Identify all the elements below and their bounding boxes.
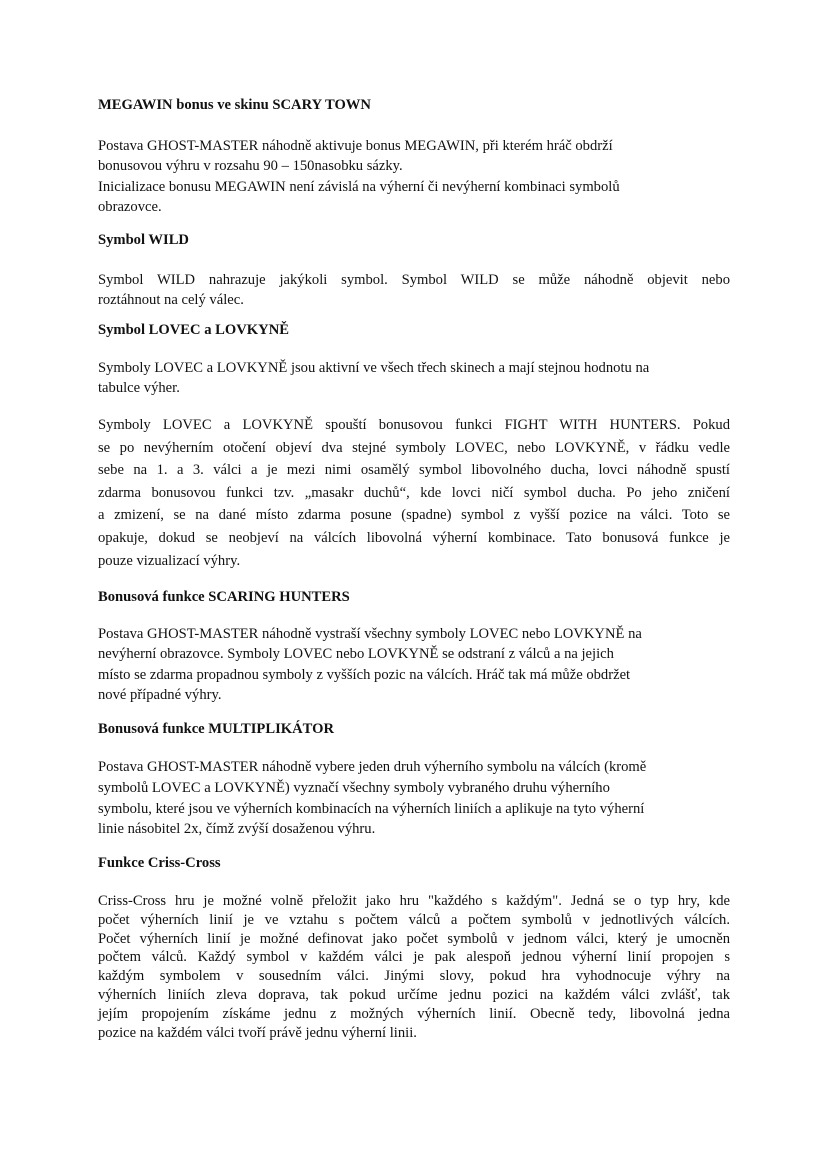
text-line: Symboly LOVEC a LOVKYNĚ jsou aktivní ve všech třech skinech a mají stejnou hodnotu na <box>98 360 650 376</box>
text-line: Criss-Cross hru je možné volně přeložit jako hru "každého s každým". Jedná se o typ hry, kde <box>98 893 730 909</box>
text-line: tabulce výher. <box>98 380 180 397</box>
text-line: roztáhnout na celý válec. <box>98 292 244 309</box>
text-line: a zmizení, se na dané místo zdarma posune (spadne) symbol z vyšší pozice na válci. Toto se <box>98 507 730 524</box>
heading-megawin: MEGAWIN bonus ve skinu SCARY TOWN <box>98 97 371 113</box>
text-line: jejím propojením získáme jednu z možných výherních linií. Obecně tedy, libovolná jedna <box>98 1005 730 1022</box>
text-line: výherních liniích zleva doprava, tak pokud určíme jednu pozici na každém válci zvlášť, tak <box>98 986 730 1003</box>
heading-multiplikator: Bonusová funkce MULTIPLIKÁTOR <box>98 721 334 737</box>
text-line: nové případné výhry. <box>98 687 222 704</box>
heading-lovec: Symbol LOVEC a LOVKYNĚ <box>98 322 289 338</box>
text-line: Počet výherních linií je možné definovat jako počet symbolů v jednom válci, který je umocněn <box>98 930 730 947</box>
text-line: opakuje, dokud se neobjeví na válcích libovolná výherní kombinace. Tato bonusová funkce je <box>98 529 730 546</box>
text-line: zdarma bonusovou funkci tzv. „masakr duchů“, kde lovci ničí symbol ducha. Po jeho zničení <box>98 484 730 501</box>
paragraph-scaring-hunters <box>98 624 730 706</box>
paragraph-wild <box>98 270 730 311</box>
text-line: Symbol WILD nahrazuje jakýkoli symbol. Symbol WILD se může náhodně objevit nebo <box>98 272 730 288</box>
paragraph-megawin <box>98 136 730 218</box>
text-line: obrazovce. <box>98 199 162 216</box>
text-line: počet výherních linií je ve vztahu s počtem válců a počtem symbolů v jednotlivých válcích. <box>98 911 730 928</box>
paragraph-criss-cross <box>98 892 730 1042</box>
text-line: linie násobitel 2x, čímž zvýší dosaženou výhru. <box>98 821 376 838</box>
heading-wild: Symbol WILD <box>98 232 189 248</box>
text-line: Inicializace bonusu MEGAWIN není závislá na výherní či nevýherní kombinaci symbolů <box>98 178 620 195</box>
heading-scaring-hunters: Bonusová funkce SCARING HUNTERS <box>98 589 350 605</box>
text-line: Symboly LOVEC a LOVKYNĚ spouští bonusovou funkci FIGHT WITH HUNTERS. Pokud <box>98 417 730 433</box>
text-line: nevýherní obrazovce. Symboly LOVEC nebo LOVKYNĚ se odstraní z válců a na jejich <box>98 646 614 663</box>
text-line: Postava GHOST-MASTER náhodně vybere jeden druh výherního symbolu na válcích (kromě <box>98 759 647 775</box>
paragraph-multiplikator <box>98 757 730 840</box>
text-line: místo se zdarma propadnou symboly z vyšších pozic na válcích. Hráč tak má může obdržet <box>98 666 631 683</box>
text-line: symbolu, které jsou ve výherních kombinacích na výherních liniích a aplikuje na tyto výherní <box>98 800 645 817</box>
paragraph-lovec-2 <box>98 414 730 572</box>
text-line: pouze vizualizací výhry. <box>98 552 241 569</box>
text-line: sebe na 1. a 3. válci a je mezi nimi osamělý symbol libovolného ducha, lovci náhodně spustí <box>98 462 730 479</box>
text-line: Postava GHOST-MASTER náhodně vystraší všechny symboly LOVEC nebo LOVKYNĚ na <box>98 626 642 642</box>
text-line: Postava GHOST-MASTER náhodně aktivuje bonus MEGAWIN, při kterém hráč obdrží <box>98 138 613 154</box>
text-line: se po nevýherním otočení objeví dva stejné symboly LOVEC, nebo LOVKYNĚ, v řádku vedle <box>98 439 730 456</box>
text-line: pozice na každém válci tvoří právě jednu výherní linii. <box>98 1024 417 1041</box>
text-line: počtem válců. Každý symbol v každém válci je pak alespoň jednou výherní linií propojen s <box>98 949 730 966</box>
text-line: symbolů LOVEC a LOVKYNĚ) vyznačí všechny symboly vybraného druhu výherního <box>98 779 610 796</box>
heading-criss-cross: Funkce Criss-Cross <box>98 855 221 871</box>
text-line: bonusovou výhru v rozsahu 90 – 150nasobku sázky. <box>98 158 403 175</box>
text-line: každým symbolem v sousedním válci. Jinými slovy, pokud hra vyhodnocuje výhry na <box>98 968 730 985</box>
paragraph-lovec-1 <box>98 358 730 399</box>
